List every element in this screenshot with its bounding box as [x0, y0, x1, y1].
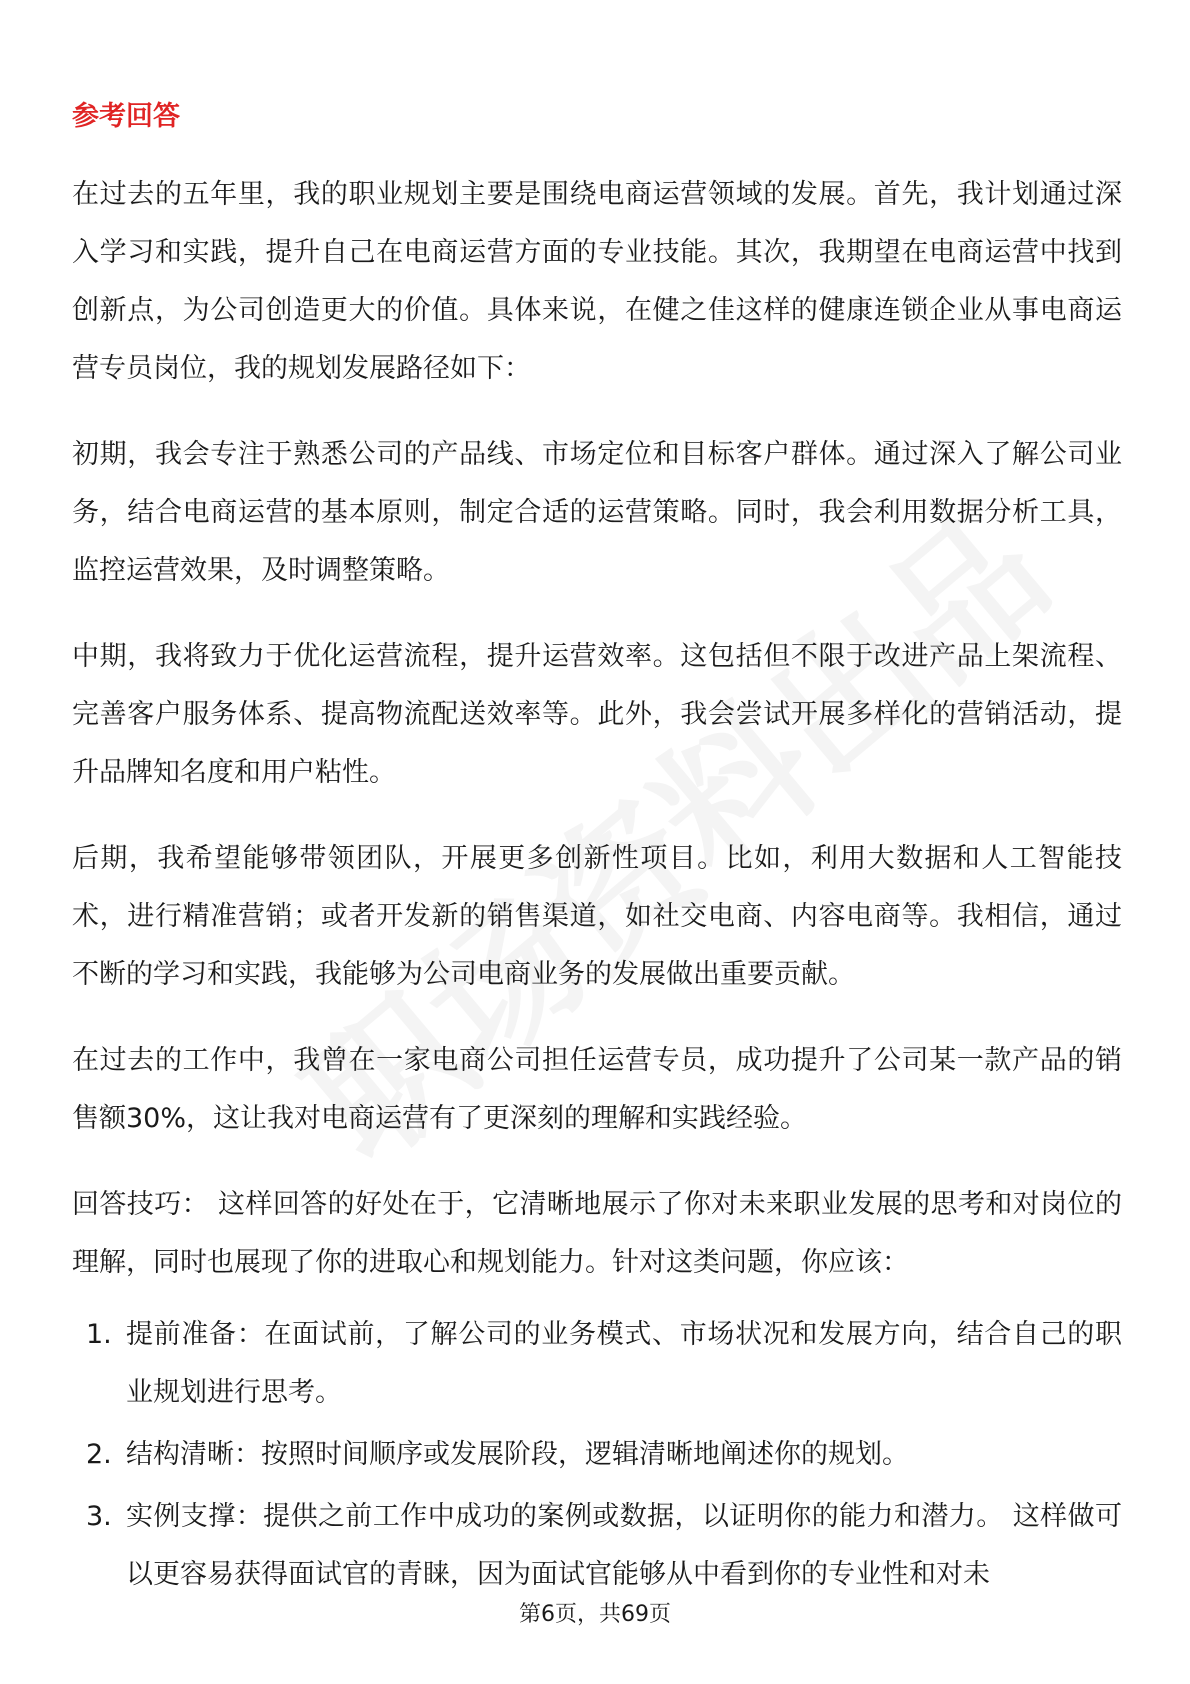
list-item — [72, 1488, 1122, 1604]
answer-tips-intro: 回答技巧： 这样回答的好处在于，它清晰地展示了你对未来职业发展的思考和对岗位的理解，同时也展现了你的进取心和规划能力。针对这类问题，你应该： — [72, 1189, 1122, 1278]
list-item-number: 2. — [86, 1439, 112, 1470]
list-item — [72, 1306, 1122, 1422]
answer-paragraph-intro: 在过去的五年里，我的职业规划主要是围绕电商运营领域的发展。首先，我计划通过深入学习和实践，提升自己在电商运营方面的专业技能。其次，我期望在电商运营中找到创新点，为公司创造更大的价值。具体来说，在健之佳这样的健康连锁企业从事电商运营专员岗位，我的规划发展路径如下： — [72, 179, 1122, 384]
list-item-number: 1. — [86, 1319, 112, 1350]
list-item-text: 结构清晰：按照时间顺序或发展阶段，逻辑清晰地阐述你的规划。 — [126, 1439, 909, 1470]
list-item-text: 提前准备：在面试前，了解公司的业务模式、市场状况和发展方向，结合自己的职业规划进行思考。 — [126, 1319, 1122, 1408]
answer-paragraph-mid: 中期，我将致力于优化运营流程，提升运营效率。这包括但不限于改进产品上架流程、完善客户服务体系、提高物流配送效率等。此外，我会尝试开展多样化的营销活动，提升品牌知名度和用户粘性。 — [72, 641, 1122, 788]
page-content — [72, 88, 1122, 1608]
answer-paragraph-early: 初期，我会专注于熟悉公司的产品线、市场定位和目标客户群体。通过深入了解公司业务，结合电商运营的基本原则，制定合适的运营策略。同时，我会利用数据分析工具，监控运营效果，及时调整策略。 — [72, 439, 1122, 586]
answer-paragraph-experience: 在过去的工作中，我曾在一家电商公司担任运营专员，成功提升了公司某一款产品的销售额30%，这让我对电商运营有了更深刻的理解和实践经验。 — [72, 1045, 1122, 1134]
page-number-footer: 第6页，共69页 — [519, 1602, 671, 1627]
answer-paragraph-late: 后期，我希望能够带领团队，开展更多创新性项目。比如，利用大数据和人工智能技术，进行精准营销；或者开发新的销售渠道，如社交电商、内容电商等。我相信，通过不断的学习和实践，我能够为公司电商业务的发展做出重要贡献。 — [72, 843, 1122, 990]
tips-list — [72, 1306, 1122, 1604]
section-title: 参考回答 — [72, 101, 180, 132]
list-item-text: 实例支撑：提供之前工作中成功的案例或数据，以证明你的能力和潜力。 这样做可以更容易获得面试官的青睐，因为面试官能够从中看到你的专业性和对未 — [126, 1501, 1122, 1590]
list-item — [72, 1426, 1122, 1484]
list-item-number: 3. — [86, 1501, 112, 1532]
